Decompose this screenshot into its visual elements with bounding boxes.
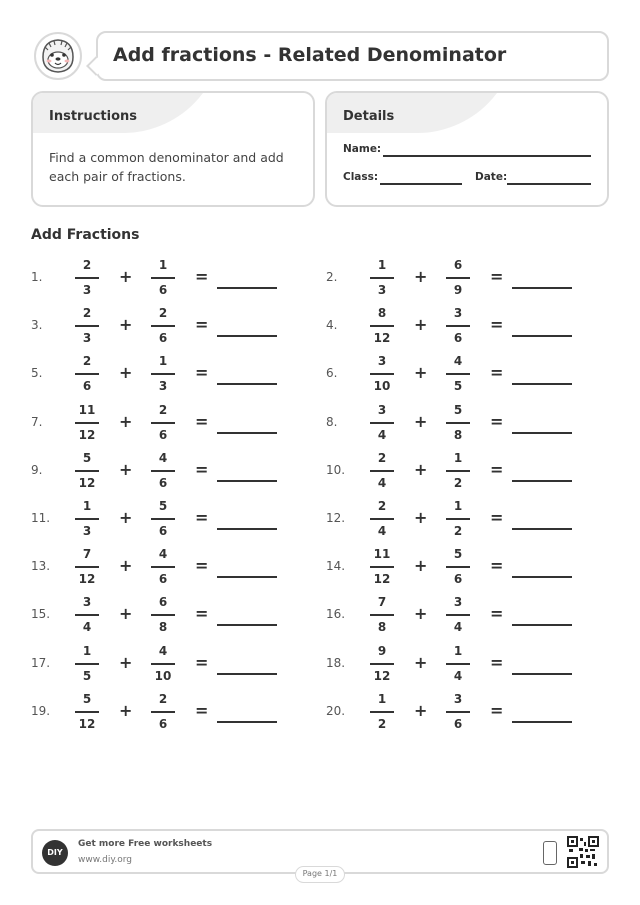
denominator: 6 bbox=[158, 283, 168, 297]
denominator: 6 bbox=[453, 331, 463, 346]
equals-sign: = bbox=[195, 652, 209, 672]
problem-item bbox=[31, 690, 291, 736]
fraction-a bbox=[75, 256, 99, 300]
problem-number: 6. bbox=[326, 366, 338, 381]
problem-number: 12. bbox=[326, 511, 346, 525]
problem-number: 9. bbox=[31, 462, 43, 477]
plus-sign: + bbox=[414, 411, 428, 431]
answer-line[interactable] bbox=[512, 721, 572, 723]
fraction-b bbox=[151, 497, 175, 541]
qr-code-icon bbox=[567, 836, 599, 868]
class-label: Class: bbox=[343, 171, 379, 183]
numerator: 4 bbox=[158, 547, 168, 562]
fraction-a bbox=[75, 593, 99, 637]
denominator: 4 bbox=[82, 620, 92, 635]
plus-sign: + bbox=[414, 508, 428, 527]
numerator: 1 bbox=[158, 258, 168, 272]
name-label: Name: bbox=[343, 143, 382, 155]
numerator: 4 bbox=[453, 354, 463, 369]
fraction-b bbox=[446, 256, 470, 300]
fraction-b bbox=[446, 497, 470, 541]
fraction-bar bbox=[370, 663, 394, 665]
denominator: 6 bbox=[453, 572, 463, 587]
fraction-b bbox=[151, 401, 175, 445]
fraction-a bbox=[370, 449, 394, 493]
fraction-bar bbox=[151, 614, 175, 616]
numerator: 7 bbox=[82, 547, 92, 562]
denominator: 8 bbox=[453, 427, 463, 442]
fraction-bar bbox=[75, 422, 99, 424]
plus-sign: + bbox=[119, 604, 133, 624]
equals-sign: = bbox=[490, 652, 504, 672]
denominator: 3 bbox=[158, 379, 168, 394]
fraction-bar bbox=[446, 663, 470, 665]
equals-sign: = bbox=[195, 363, 209, 383]
numerator: 1 bbox=[453, 499, 463, 513]
equals-sign: = bbox=[195, 700, 209, 720]
diy-logo[interactable]: DIY bbox=[42, 840, 68, 866]
denominator: 4 bbox=[453, 620, 463, 635]
fraction-b bbox=[446, 304, 470, 348]
denominator: 2 bbox=[453, 524, 463, 538]
fraction-a bbox=[370, 304, 394, 348]
numerator: 8 bbox=[377, 306, 387, 321]
fraction-bar bbox=[446, 373, 470, 375]
fraction-a bbox=[370, 593, 394, 637]
answer-line[interactable] bbox=[217, 480, 277, 482]
fraction-b bbox=[151, 256, 175, 300]
problem-item bbox=[326, 352, 586, 398]
fraction-bar bbox=[151, 373, 175, 375]
numerator: 4 bbox=[158, 450, 168, 465]
numerator: 6 bbox=[158, 595, 168, 610]
denominator: 6 bbox=[158, 427, 168, 442]
plus-sign: + bbox=[119, 363, 133, 383]
problem-item bbox=[31, 256, 291, 302]
fraction-b bbox=[446, 545, 470, 589]
fraction-bar bbox=[446, 518, 470, 520]
denominator: 6 bbox=[82, 379, 92, 394]
problem-item bbox=[31, 497, 291, 543]
fraction-a bbox=[370, 497, 394, 541]
class-field[interactable] bbox=[380, 183, 462, 185]
answer-line[interactable] bbox=[217, 673, 277, 675]
numerator: 4 bbox=[158, 643, 168, 658]
equals-sign: = bbox=[490, 700, 504, 720]
details-panel bbox=[325, 91, 609, 207]
date-label: Date: bbox=[475, 171, 508, 183]
answer-line[interactable] bbox=[512, 576, 572, 578]
problem-item bbox=[31, 449, 291, 495]
equals-sign: = bbox=[490, 604, 504, 624]
fraction-b bbox=[151, 304, 175, 348]
equals-sign: = bbox=[490, 556, 504, 576]
denominator: 3 bbox=[82, 331, 92, 346]
plus-sign: + bbox=[119, 556, 133, 576]
numerator: 5 bbox=[158, 499, 168, 513]
numerator: 1 bbox=[82, 499, 92, 513]
denominator: 12 bbox=[78, 572, 96, 587]
fraction-bar bbox=[151, 325, 175, 327]
plus-sign: + bbox=[414, 700, 428, 720]
numerator: 3 bbox=[453, 691, 463, 706]
fraction-a bbox=[75, 304, 99, 348]
plus-sign: + bbox=[119, 315, 133, 335]
answer-line[interactable] bbox=[217, 721, 277, 723]
details-heading: Details bbox=[343, 109, 395, 124]
denominator: 5 bbox=[82, 668, 92, 683]
fraction-b bbox=[151, 690, 175, 734]
section-title: Add Fractions bbox=[31, 227, 140, 243]
problem-number: 2. bbox=[326, 270, 338, 284]
denominator: 12 bbox=[373, 331, 391, 346]
fraction-bar bbox=[151, 711, 175, 713]
phone-icon bbox=[543, 841, 557, 865]
plus-sign: + bbox=[119, 411, 133, 431]
name-field[interactable] bbox=[383, 155, 591, 157]
denominator: 2 bbox=[453, 475, 463, 490]
problem-number: 5. bbox=[31, 366, 43, 381]
fraction-bar bbox=[446, 470, 470, 472]
fraction-bar bbox=[151, 277, 175, 279]
fraction-bar bbox=[446, 422, 470, 424]
problem-number: 19. bbox=[31, 703, 51, 718]
denominator: 3 bbox=[377, 283, 387, 297]
answer-line[interactable] bbox=[512, 673, 572, 675]
fraction-b bbox=[446, 593, 470, 637]
fraction-bar bbox=[446, 614, 470, 616]
denominator: 10 bbox=[373, 379, 391, 394]
numerator: 9 bbox=[377, 643, 387, 658]
equals-sign: = bbox=[195, 604, 209, 624]
problem-item bbox=[31, 352, 291, 398]
fraction-a bbox=[370, 690, 394, 734]
denominator: 9 bbox=[453, 283, 463, 297]
numerator: 1 bbox=[377, 258, 387, 272]
numerator: 3 bbox=[453, 595, 463, 610]
fraction-a bbox=[75, 449, 99, 493]
fraction-bar bbox=[446, 277, 470, 279]
fraction-a bbox=[75, 642, 99, 686]
fraction-bar bbox=[75, 711, 99, 713]
plus-sign: + bbox=[119, 267, 133, 286]
equals-sign: = bbox=[195, 556, 209, 576]
fraction-b bbox=[151, 545, 175, 589]
equals-sign: = bbox=[195, 459, 209, 479]
answer-line[interactable] bbox=[217, 528, 277, 530]
answer-line[interactable] bbox=[512, 383, 572, 385]
fraction-bar bbox=[370, 277, 394, 279]
problem-item bbox=[326, 497, 586, 543]
denominator: 6 bbox=[158, 331, 168, 346]
instructions-text: Find a common denominator and add each pair of fractions. bbox=[49, 150, 284, 184]
equals-sign: = bbox=[490, 363, 504, 383]
numerator: 3 bbox=[377, 354, 387, 369]
problem-item bbox=[31, 401, 291, 447]
problem-number: 8. bbox=[326, 414, 338, 429]
fraction-bar bbox=[446, 566, 470, 568]
fraction-b bbox=[446, 642, 470, 686]
numerator: 7 bbox=[377, 595, 387, 610]
numerator: 5 bbox=[453, 547, 463, 562]
fraction-a bbox=[370, 642, 394, 686]
denominator: 12 bbox=[78, 716, 96, 731]
problem-number: 3. bbox=[31, 318, 43, 333]
denominator: 6 bbox=[158, 475, 168, 490]
problem-number: 11. bbox=[31, 511, 51, 525]
denominator: 6 bbox=[158, 716, 168, 731]
problem-number: 18. bbox=[326, 655, 346, 670]
fraction-bar bbox=[151, 518, 175, 520]
denominator: 8 bbox=[158, 620, 168, 635]
fraction-bar bbox=[75, 663, 99, 665]
fraction-bar bbox=[446, 711, 470, 713]
numerator: 3 bbox=[453, 306, 463, 321]
problem-number: 4. bbox=[326, 318, 338, 333]
numerator: 3 bbox=[82, 595, 92, 610]
problem-item bbox=[326, 642, 586, 688]
fraction-bar bbox=[151, 470, 175, 472]
fraction-bar bbox=[370, 566, 394, 568]
page-number-badge: Page 1/1 bbox=[295, 866, 345, 883]
fraction-bar bbox=[370, 422, 394, 424]
equals-sign: = bbox=[195, 411, 209, 431]
plus-sign: + bbox=[414, 556, 428, 576]
equals-sign: = bbox=[195, 267, 209, 286]
numerator: 2 bbox=[82, 306, 92, 321]
problem-item bbox=[326, 545, 586, 591]
fraction-bar bbox=[370, 518, 394, 520]
answer-line[interactable] bbox=[217, 624, 277, 626]
numerator: 5 bbox=[453, 402, 463, 417]
problem-item bbox=[326, 304, 586, 350]
fraction-bar bbox=[370, 325, 394, 327]
answer-line[interactable] bbox=[217, 383, 277, 385]
problem-number: 17. bbox=[31, 655, 51, 670]
equals-sign: = bbox=[490, 315, 504, 335]
numerator: 2 bbox=[377, 450, 387, 465]
problem-number: 13. bbox=[31, 559, 51, 574]
problem-item bbox=[326, 593, 586, 639]
fraction-b bbox=[446, 690, 470, 734]
answer-line[interactable] bbox=[217, 287, 277, 289]
denominator: 2 bbox=[377, 716, 387, 731]
instructions-heading: Instructions bbox=[49, 109, 138, 124]
problem-item bbox=[326, 449, 586, 495]
problem-item bbox=[31, 304, 291, 350]
problem-number: 14. bbox=[326, 559, 346, 574]
numerator: 5 bbox=[82, 450, 92, 465]
fraction-a bbox=[75, 401, 99, 445]
numerator: 2 bbox=[82, 258, 92, 272]
mascot-icon bbox=[31, 31, 85, 81]
equals-sign: = bbox=[490, 508, 504, 527]
equals-sign: = bbox=[195, 315, 209, 335]
footer-title: Get more Free worksheets bbox=[78, 839, 213, 849]
denominator: 6 bbox=[158, 524, 168, 538]
fraction-b bbox=[446, 352, 470, 396]
fraction-bar bbox=[75, 470, 99, 472]
denominator: 10 bbox=[154, 668, 172, 683]
fraction-bar bbox=[75, 518, 99, 520]
fraction-bar bbox=[151, 422, 175, 424]
plus-sign: + bbox=[414, 459, 428, 479]
answer-line[interactable] bbox=[217, 335, 277, 337]
page-title: Add fractions - Related Denominator bbox=[113, 44, 507, 66]
fraction-bar bbox=[75, 277, 99, 279]
plus-sign: + bbox=[414, 604, 428, 624]
fraction-b bbox=[151, 352, 175, 396]
fraction-bar bbox=[75, 614, 99, 616]
fraction-a bbox=[370, 401, 394, 445]
answer-line[interactable] bbox=[512, 432, 572, 434]
equals-sign: = bbox=[490, 459, 504, 479]
numerator: 3 bbox=[377, 402, 387, 417]
denominator: 4 bbox=[453, 668, 463, 683]
denominator: 6 bbox=[453, 716, 463, 731]
fraction-bar bbox=[446, 325, 470, 327]
footer-url[interactable]: www.diy.org bbox=[78, 855, 132, 865]
denominator: 5 bbox=[453, 379, 463, 394]
fraction-bar bbox=[75, 566, 99, 568]
denominator: 12 bbox=[78, 427, 96, 442]
plus-sign: + bbox=[119, 459, 133, 479]
denominator: 12 bbox=[78, 475, 96, 490]
answer-line[interactable] bbox=[512, 528, 572, 530]
answer-line[interactable] bbox=[217, 432, 277, 434]
numerator: 11 bbox=[373, 547, 391, 562]
numerator: 1 bbox=[82, 643, 92, 658]
fraction-a bbox=[75, 690, 99, 734]
fraction-bar bbox=[370, 470, 394, 472]
instructions-panel bbox=[31, 91, 315, 207]
problem-item bbox=[326, 401, 586, 447]
numerator: 2 bbox=[158, 306, 168, 321]
denominator: 4 bbox=[377, 475, 387, 490]
problem-number: 7. bbox=[31, 414, 43, 429]
denominator: 3 bbox=[82, 283, 92, 297]
fraction-b bbox=[446, 449, 470, 493]
plus-sign: + bbox=[414, 315, 428, 335]
denominator: 4 bbox=[377, 524, 387, 538]
answer-line[interactable] bbox=[217, 576, 277, 578]
fraction-a bbox=[75, 497, 99, 541]
fraction-b bbox=[151, 593, 175, 637]
equals-sign: = bbox=[490, 267, 504, 286]
numerator: 1 bbox=[158, 354, 168, 369]
denominator: 12 bbox=[373, 668, 391, 683]
numerator: 1 bbox=[453, 450, 463, 465]
fraction-bar bbox=[370, 614, 394, 616]
plus-sign: + bbox=[414, 267, 428, 286]
denominator: 12 bbox=[373, 572, 391, 587]
fraction-b bbox=[151, 449, 175, 493]
denominator: 3 bbox=[82, 524, 92, 538]
fraction-bar bbox=[75, 325, 99, 327]
answer-line[interactable] bbox=[512, 624, 572, 626]
denominator: 6 bbox=[158, 572, 168, 587]
problem-item bbox=[326, 690, 586, 736]
fraction-b bbox=[446, 401, 470, 445]
numerator: 1 bbox=[377, 691, 387, 706]
plus-sign: + bbox=[119, 700, 133, 720]
problem-item bbox=[31, 593, 291, 639]
numerator: 6 bbox=[453, 258, 463, 272]
numerator: 5 bbox=[82, 691, 92, 706]
plus-sign: + bbox=[119, 652, 133, 672]
problem-number: 20. bbox=[326, 703, 346, 718]
fraction-a bbox=[370, 352, 394, 396]
fraction-a bbox=[370, 545, 394, 589]
problem-number: 10. bbox=[326, 462, 346, 477]
answer-line[interactable] bbox=[512, 335, 572, 337]
numerator: 2 bbox=[158, 402, 168, 417]
plus-sign: + bbox=[414, 652, 428, 672]
denominator: 8 bbox=[377, 620, 387, 635]
problem-item bbox=[31, 545, 291, 591]
numerator: 2 bbox=[377, 499, 387, 513]
fraction-bar bbox=[370, 373, 394, 375]
fraction-bar bbox=[151, 566, 175, 568]
date-field[interactable] bbox=[507, 183, 591, 185]
fraction-bar bbox=[151, 663, 175, 665]
problem-number: 1. bbox=[31, 270, 43, 284]
numerator: 11 bbox=[78, 402, 96, 417]
fraction-a bbox=[75, 352, 99, 396]
numerator: 1 bbox=[453, 643, 463, 658]
fraction-b bbox=[151, 642, 175, 686]
equals-sign: = bbox=[195, 508, 209, 527]
title-box bbox=[96, 31, 609, 81]
problem-number: 15. bbox=[31, 607, 51, 622]
problem-item bbox=[31, 642, 291, 688]
equals-sign: = bbox=[490, 411, 504, 431]
fraction-bar bbox=[370, 711, 394, 713]
fraction-bar bbox=[75, 373, 99, 375]
answer-line[interactable] bbox=[512, 287, 572, 289]
problem-item bbox=[326, 256, 586, 302]
fraction-a bbox=[370, 256, 394, 300]
denominator: 4 bbox=[377, 427, 387, 442]
numerator: 2 bbox=[82, 354, 92, 369]
fraction-a bbox=[75, 545, 99, 589]
problem-number: 16. bbox=[326, 607, 346, 622]
plus-sign: + bbox=[414, 363, 428, 383]
answer-line[interactable] bbox=[512, 480, 572, 482]
numerator: 2 bbox=[158, 691, 168, 706]
plus-sign: + bbox=[119, 508, 133, 527]
